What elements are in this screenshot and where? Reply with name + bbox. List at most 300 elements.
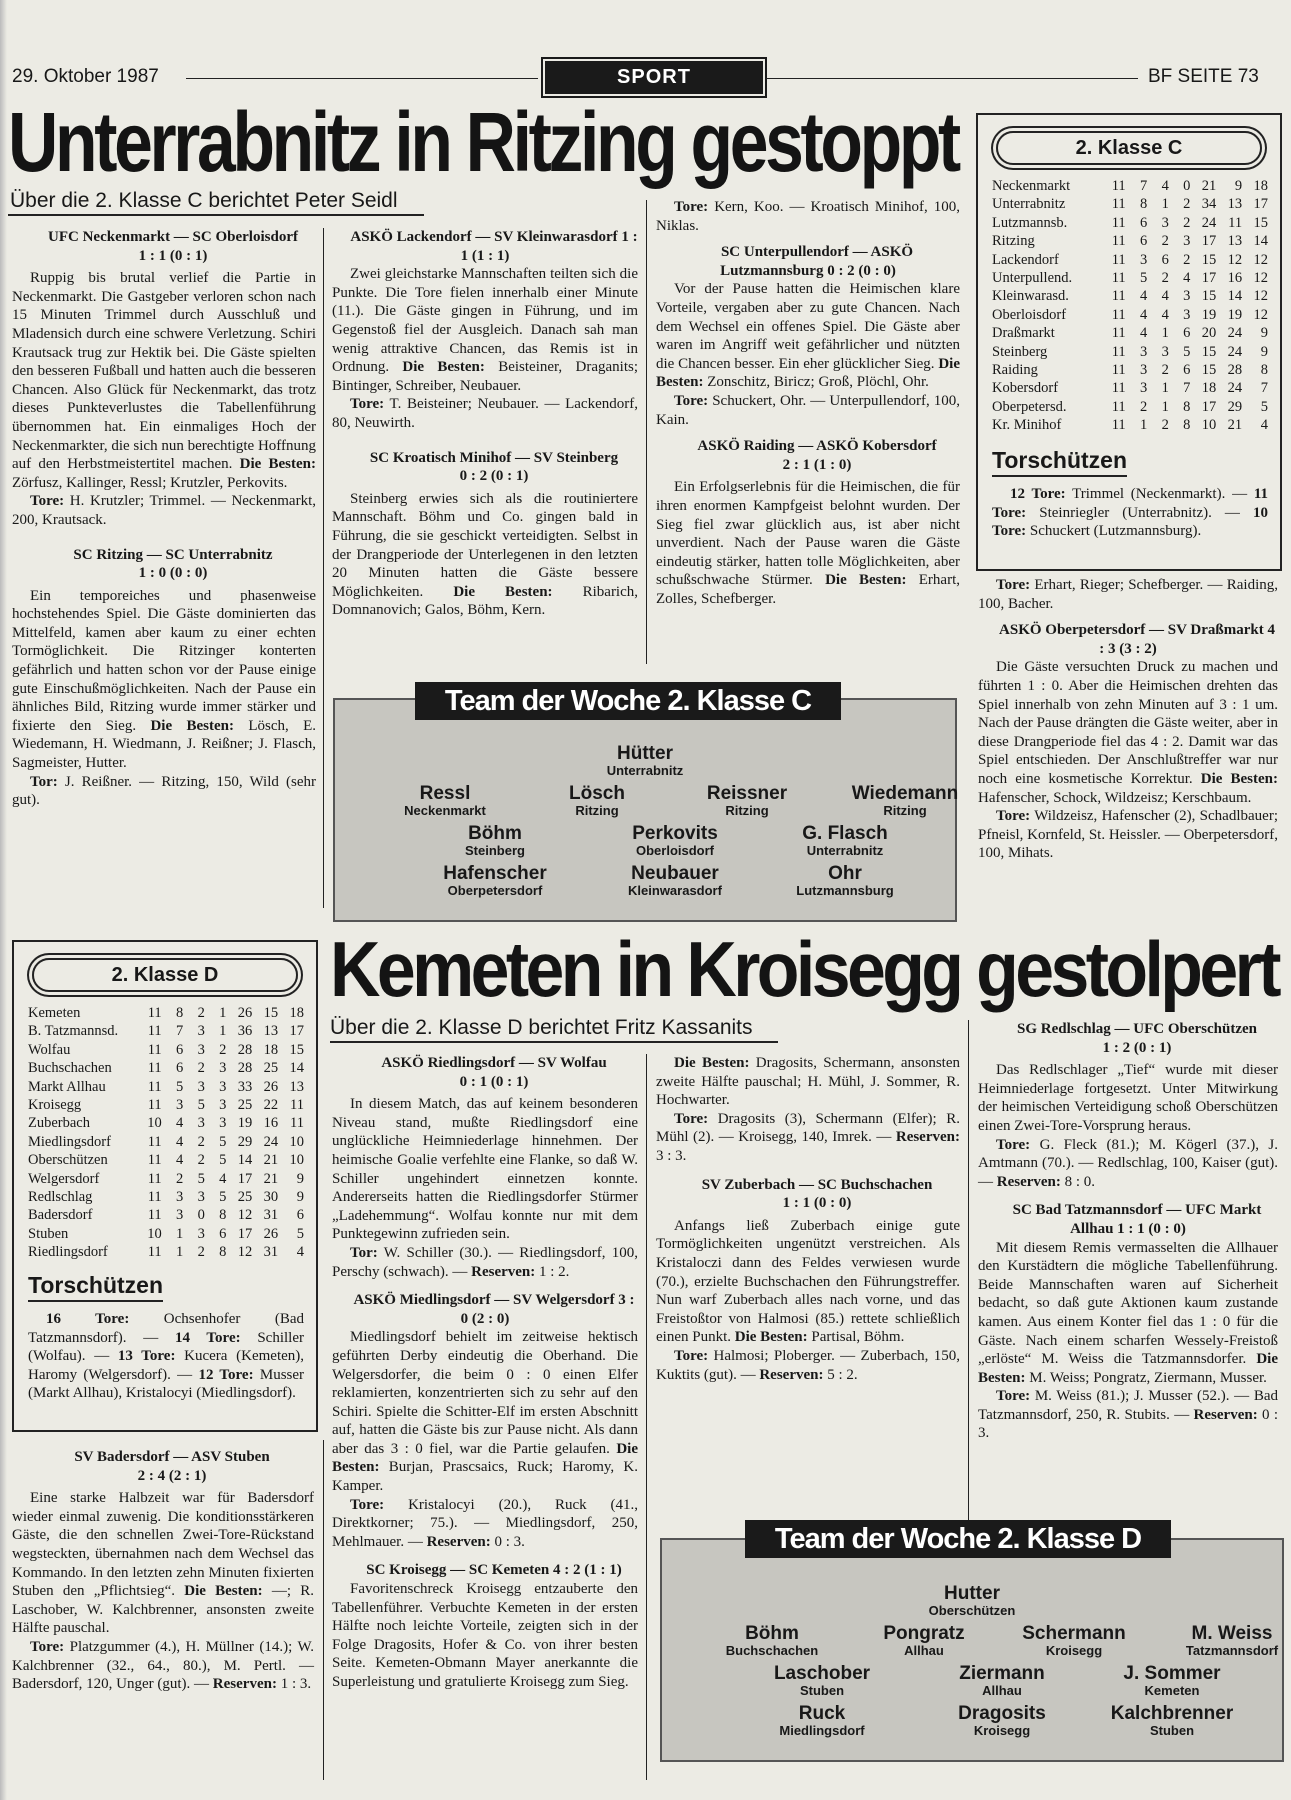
match-heading: SC Ritzing — SC Unterrabnitz: [73, 546, 273, 563]
standings-value: 11: [147, 1005, 162, 1021]
article-c-column-4: [978, 576, 1278, 863]
standings-row: [28, 1041, 304, 1059]
standings-value: 12: [237, 1207, 253, 1224]
player-club: Oberloisdorf: [635, 843, 714, 858]
player-name: Pongratz: [883, 1623, 965, 1644]
standings-value: 10: [147, 1225, 162, 1242]
standings-value: 11: [1111, 251, 1126, 268]
match-heading: UFC Neckenmarkt — SC Oberloisdorf: [48, 229, 298, 245]
standings-value: 1: [219, 1005, 227, 1021]
page-number: BF SEITE 73: [1148, 66, 1259, 87]
match-score: 0 : 2 (0 : 1): [459, 468, 529, 485]
standings-row: [992, 324, 1268, 342]
standings-value: 7: [176, 1023, 184, 1040]
standings-value: 4: [176, 1152, 184, 1169]
team-name: Kobersdorf: [992, 380, 1059, 397]
standings-value: 11: [1111, 196, 1126, 213]
team-of-week-title: Team der Woche 2. Klasse C: [415, 682, 841, 720]
scorers-title: Torschützen: [992, 447, 1127, 477]
standings-value: 10: [289, 1152, 304, 1169]
standings-value: 0: [197, 1207, 205, 1224]
column-divider: [968, 1020, 969, 1520]
standings-value: 5: [1183, 343, 1191, 360]
player-name: Ressl: [419, 783, 471, 804]
standings-value: 11: [1111, 343, 1126, 360]
player-name: Böhm: [468, 823, 522, 844]
standings-value: 11: [1111, 233, 1126, 250]
article-c-column-1: [12, 228, 316, 810]
match-score: 1 : 1 (0 : 0): [782, 1195, 852, 1212]
player-club: Ritzing: [725, 803, 769, 818]
team-player: [400, 824, 590, 858]
best-players: Hafenscher, Schock, Wildzeisz; Kerschbaum.: [978, 789, 1252, 806]
standings-value: 5: [1140, 270, 1148, 287]
standings-value: 11: [290, 1115, 304, 1132]
standings-value: 17: [289, 1023, 304, 1040]
reserves-score: 0 : 3.: [494, 1533, 525, 1550]
standings-value: 8: [1183, 417, 1191, 434]
standings-value: 18: [1253, 178, 1268, 194]
header-rule-right: [766, 78, 1138, 79]
byline-rule-d: [330, 1041, 778, 1043]
standings-value: 1: [176, 1244, 184, 1261]
standings-row: [992, 214, 1268, 232]
issue-date: 29. Oktober 1987: [12, 66, 159, 87]
player-club: Kleinwarasdorf: [628, 883, 722, 898]
standings-value: 24: [1227, 380, 1243, 397]
standings-value: 15: [1201, 343, 1217, 360]
article-d-column-1: [12, 1448, 314, 1694]
standings-value: 15: [1201, 362, 1217, 379]
team-of-week-klasse-d: [660, 1538, 1284, 1762]
best-label: Die Besten:: [332, 1440, 638, 1476]
standings-title: 2. Klasse C: [996, 131, 1262, 165]
standings-value: 11: [1228, 214, 1243, 231]
standings-value: 11: [1111, 288, 1126, 305]
scorer-name: Musser (Markt Allhau), Kristalocyi (Miedlingsdorf).: [28, 1366, 305, 1402]
reserves-label: Reserven:: [1193, 1406, 1258, 1423]
team-player: [1077, 1704, 1267, 1738]
standings-value: 28: [237, 1041, 253, 1058]
standings-value: 8: [1260, 362, 1268, 379]
team-of-week-klasse-c: [333, 698, 957, 922]
standings-value: 14: [237, 1152, 253, 1169]
standings-value: 2: [176, 1170, 184, 1187]
goals-text: G. Fleck (81.); M. Kögerl (37.), J. Amtmann (70.). — Redlschlag, 100, Kaiser (gut). —: [978, 1136, 1279, 1190]
standings-box-klasse-d: [12, 940, 318, 1432]
standings-value: 16: [263, 1115, 279, 1132]
match-heading: ASKÖ Miedlingsdorf — SV Welgersdorf 3 : 0 (2 : 0): [353, 1292, 635, 1327]
standings-value: 3: [1183, 306, 1191, 323]
standings-value: 11: [1111, 270, 1126, 287]
scorer-goals-label: 12 Tore:: [198, 1366, 254, 1383]
player-name: Neubauer: [631, 863, 719, 884]
player-name: Böhm: [745, 1623, 799, 1644]
best-label: Die Besten:: [402, 359, 485, 376]
player-name: Perkovits: [632, 823, 718, 844]
team-name: Redlschlag: [28, 1189, 93, 1206]
scorer-goals-label: 10 Tore:: [992, 504, 1268, 540]
standings-value: 25: [237, 1097, 253, 1114]
team-name: Steinberg: [992, 343, 1048, 360]
standings-value: 3: [197, 1115, 205, 1132]
standings-value: 11: [147, 1133, 162, 1150]
team-name: Draßmarkt: [992, 325, 1055, 342]
team-player: [580, 824, 770, 858]
standings-value: 9: [1234, 178, 1243, 194]
standings-value: 6: [176, 1041, 184, 1058]
standings-value: 6: [1140, 214, 1148, 231]
standings-value: 4: [1140, 288, 1148, 305]
standings-value: 2: [1161, 233, 1169, 250]
article-c-column-3: [656, 198, 960, 608]
team-player: [907, 1704, 1097, 1738]
standings-value: 15: [289, 1041, 304, 1058]
standings-value: 3: [219, 1115, 227, 1132]
match-heading: ASKÖ Oberpetersdorf — SV Draßmarkt 4 : 3 (3 : 2): [999, 622, 1275, 657]
byline-klasse-c: Über die 2. Klasse C berichtet Peter Seidl: [10, 189, 398, 212]
standings-row: [28, 1004, 304, 1022]
header-rule-left: [186, 78, 538, 79]
player-name: Wiedemann: [851, 783, 959, 804]
reserves-label: Reserven:: [895, 1129, 960, 1146]
best-players: Erhart, Zolles, Schefberger.: [656, 572, 960, 607]
standings-value: 11: [147, 1060, 162, 1077]
standings-value: 1: [176, 1225, 184, 1242]
player-name: Hutter: [944, 1583, 1000, 1604]
standings-row: [28, 1225, 304, 1243]
best-players: Zörfusz, Kallinger, Ressl; Krutzler, Perkovits.: [12, 474, 288, 491]
standings-value: 12: [237, 1244, 253, 1261]
standings-value: 8: [1183, 398, 1191, 415]
best-players: Dragosits, Schermann, ansonsten zweite Hälfte pauschal; H. Mühl, J. Sommer, R. Hochwarter.: [656, 1055, 960, 1109]
goals-label: Tore:: [30, 493, 65, 510]
match-report: Ruppig bis brutal verlief die Partie in Neckenmarkt. Die Gastgeber verloren schon nach 15 Minuten Trimmel durch Ausschluß und Mladensich durch eine schwere Verletzung. Schiri Krautsack trug zur Hektik bei. Die Gäste spielten den besseren Fußball und hatten auch die besseren Chancen. Also Glück für Neckenmarkt, das trotz dieses Punkteverlustes die Tabellenführung übernommen hat. Ein einmaliges Hoch der Neckenmarkter, die sich nun berechtigte Hoffnung auf den Herbstmeistertitel machen.: [12, 270, 317, 473]
match-heading: SV Zuberbach — SC Buchschachen: [701, 1176, 933, 1193]
match-report: Vor der Pause hatten die Heimischen klare Vorteile, vergaben aber zu gute Chancen. Nach dem Wechsel ein offenes Spiel. Die Gäste aber waren im Angriff weit gefährlicher und nützten die Chancen besser. Ein eher glücklicher Sieg.: [656, 281, 960, 372]
match-heading: SC Bad Tatzmannsdorf — UFC Markt Allhau 1 : 1 (0 : 0): [1012, 1202, 1262, 1237]
standings-value: 19: [1201, 306, 1217, 323]
standings-value: 2: [197, 1133, 205, 1150]
standings-value: 18: [263, 1041, 279, 1058]
standings-value: 12: [1227, 251, 1243, 268]
scorer-name: Schiller (Wolfau). —: [28, 1329, 304, 1365]
standings-value: 6: [1140, 233, 1148, 250]
standings-value: 3: [176, 1189, 184, 1206]
standings-value: 29: [237, 1133, 253, 1150]
goals-label: Tore:: [674, 1110, 709, 1127]
article-d-column-3: [656, 1054, 960, 1384]
standings-value: 6: [219, 1225, 227, 1242]
standings-value: 17: [1201, 233, 1217, 250]
standings-value: 6: [1183, 362, 1191, 379]
standings-value: 11: [290, 1097, 304, 1114]
scorers-text: [992, 485, 1268, 541]
best-players: Zonschitz, Biricz; Groß, Plöchl, Ohr.: [707, 374, 929, 391]
standings-value: 3: [1183, 288, 1191, 305]
player-club: Kroisegg: [1045, 1643, 1103, 1658]
standings-value: 6: [1161, 251, 1169, 268]
match-heading: SV Badersdorf — ASV Stuben: [74, 1449, 270, 1465]
goals-label: Tor:: [30, 773, 58, 790]
standings-value: 2: [197, 1152, 205, 1169]
goals-text: Schuckert, Ohr. — Unterpullendorf, 100, Kain.: [656, 392, 960, 428]
best-players: Beisteiner, Draganits; Bintinger, Schreiber, Neubauer.: [332, 359, 638, 394]
match-score: 1 : 1 (0 : 1): [138, 247, 208, 264]
scorer-name: Steinriegler (Unterrabnitz). —: [1039, 504, 1240, 521]
standings-value: 4: [1140, 306, 1148, 323]
standings-value: 5: [296, 1225, 304, 1242]
scorers-title: Torschützen: [28, 1272, 163, 1302]
standings-value: 14: [1253, 233, 1268, 250]
player-name: Ohr: [828, 863, 862, 884]
standings-value: 10: [289, 1133, 304, 1150]
standings-value: 21: [263, 1152, 279, 1169]
match-report: Eine starke Halbzeit war für Badersdorf wieder einmal zuwenig. Die konditionsstärkeren Gäste, die den schnellen Zwei-Tore-Rückstand wegsteckten, übernahmen nach dem Wechsel das Kommando. In den letzten zehn Minuten fixierten Stuben den „Pflichtsieg“.: [12, 1490, 314, 1600]
standings-table: [28, 1004, 304, 1262]
standings-row: [28, 1243, 304, 1261]
goals-text: W. Schiller (30.). — Riedlingsdorf, 100, Perschy (schwach). —: [332, 1244, 638, 1280]
standings-value: 3: [176, 1097, 184, 1114]
standings-value: 11: [147, 1041, 162, 1058]
standings-value: 11: [1111, 306, 1126, 323]
match-heading: SC Unterpullendorf — ASKÖ Lutzmannsburg 0 : 2 (0 : 0): [720, 244, 914, 279]
standings-value: 3: [219, 1060, 227, 1077]
standings-value: 28: [1227, 362, 1243, 379]
player-club: Buchschachen: [725, 1643, 819, 1658]
standings-value: 11: [147, 1097, 162, 1114]
standings-value: 13: [1227, 196, 1243, 213]
team-name: Badersdorf: [28, 1207, 93, 1224]
standings-row: [992, 232, 1268, 250]
player-club: Oberschützen: [928, 1603, 1016, 1618]
standings-title: 2. Klasse D: [32, 958, 298, 992]
goals-label: Tore:: [674, 199, 709, 215]
team-player: [550, 744, 740, 778]
standings-value: 26: [237, 1005, 253, 1021]
team-player: [877, 1584, 1067, 1618]
team-player: [810, 784, 1000, 818]
standings-value: 5: [219, 1152, 227, 1169]
scorer-name: Trimmel (Neckenmarkt). —: [1072, 486, 1248, 502]
team-player: [750, 864, 940, 898]
goals-label: Tore:: [996, 1136, 1031, 1153]
player-name: G. Flasch: [802, 823, 888, 844]
standings-value: 24: [1201, 214, 1217, 231]
scorer-goals-label: 11 Tore:: [992, 486, 1268, 521]
goals-text: M. Weiss (81.); J. Musser (52.). — Bad Tatzmannsdorf, 250, R. Stubits. —: [978, 1388, 1278, 1423]
match-report: Ein temporeiches und phasenweise hochstehendes Spiel. Die Gäste dominierten das Mittelfeld, kamen aber kaum zu einer echten Tormöglichkeit. Die Ritzinger konterten gefährlich und hatten schon vor der Pause einige gute Einschußmöglichkeiten. Nach der Pause ein ähnliches Bild, Ritzing wurde immer stärker und fixierte den Sieg.: [12, 587, 316, 734]
standings-value: 3: [197, 1225, 205, 1242]
standings-value: 5: [219, 1189, 227, 1206]
standings-value: 5: [197, 1170, 205, 1187]
match-heading: ASKÖ Riedlingsdorf — SV Wolfau: [381, 1055, 607, 1071]
goals-label: Tore:: [674, 1347, 709, 1364]
goals-label: Tore:: [350, 396, 385, 413]
page-binding-edge: [0, 0, 7, 1800]
match-heading: ASKÖ Lackendorf — SV Kleinwarasdorf 1 : 1 (1 : 1): [350, 229, 638, 264]
player-club: Lutzmannsburg: [796, 883, 894, 898]
best-players: Ribarich, Domnanovich; Galos, Böhm, Kern.: [332, 583, 639, 619]
team-player: [750, 824, 940, 858]
column-divider: [323, 228, 324, 908]
player-club: Kroisegg: [973, 1723, 1031, 1738]
scorer-goals-label: 13 Tore:: [117, 1348, 176, 1365]
standings-value: 17: [237, 1170, 253, 1187]
best-label: Die Besten:: [453, 583, 553, 600]
goals-label: Tore:: [30, 1638, 65, 1655]
standings-value: 18: [289, 1005, 304, 1021]
player-club: Miedlingsdorf: [779, 1723, 865, 1738]
player-name: Dragosits: [958, 1703, 1046, 1724]
reserves-score: 8 : 0.: [1064, 1173, 1096, 1190]
reserves-score: 1 : 2.: [539, 1263, 570, 1280]
standings-value: 21: [263, 1170, 279, 1187]
standings-value: 17: [1253, 196, 1268, 213]
standings-value: 2: [219, 1041, 227, 1058]
standings-row: [28, 1133, 304, 1151]
team-player: [727, 1664, 917, 1698]
standings-value: 6: [1183, 325, 1191, 342]
team-player: [400, 864, 590, 898]
standings-value: 3: [1183, 233, 1191, 250]
reserves-score: 0 : 3.: [978, 1406, 1279, 1442]
standings-value: 5: [176, 1078, 184, 1095]
player-name: Hafenscher: [443, 863, 547, 884]
player-name: M. Weiss: [1191, 1623, 1273, 1644]
scorer-name: Schuckert (Lutzmannsburg).: [1029, 523, 1202, 540]
team-name: Lutzmannsb.: [992, 214, 1068, 231]
scorer-goals-label: 16 Tore:: [46, 1311, 130, 1327]
standings-value: 13: [1227, 233, 1243, 250]
player-club: Steinberg: [465, 843, 525, 858]
player-name: Ruck: [798, 1703, 846, 1724]
standings-value: 8: [219, 1244, 227, 1261]
match-report: Zwei gleichstarke Mannschaften teilten sich die Punkte. Die Tore fielen innerhalb einer Minute (11.). Die Gäste gingen in Führung, und im Gegenstoß fiel der Ausgleich. Danach sah man wenig attraktive Chancen, das Remis ist in Ordnung.: [332, 266, 638, 376]
standings-value: 36: [237, 1023, 253, 1040]
player-club: Allhau: [982, 1683, 1022, 1698]
standings-value: 4: [1161, 288, 1169, 305]
standings-value: 10: [147, 1115, 162, 1132]
standings-value: 5: [1260, 398, 1268, 415]
best-label: Die Besten:: [239, 456, 316, 473]
goals-label: Tore:: [996, 808, 1031, 825]
standings-value: 11: [147, 1170, 162, 1187]
column-divider: [646, 200, 647, 664]
goals-text: J. Reißner. — Ritzing, 150, Wild (sehr gut).: [12, 773, 317, 809]
standings-value: 4: [219, 1170, 227, 1187]
standings-value: 4: [296, 1244, 304, 1261]
player-club: Unterrabnitz: [806, 843, 884, 858]
goals-text: Erhart, Rieger; Schefberger. — Raiding, 100, Bacher.: [978, 577, 1278, 612]
standings-value: 10: [1201, 417, 1217, 434]
standings-row: [28, 1022, 304, 1040]
standings-value: 9: [1260, 325, 1268, 342]
best-label: Die Besten:: [184, 1583, 263, 1600]
standings-value: 16: [1227, 270, 1243, 287]
standings-value: 11: [147, 1244, 162, 1261]
standings-row: [28, 1059, 304, 1077]
best-label: Die Besten:: [978, 1351, 1279, 1386]
match-report: Miedlingsdorf behielt im zeitweise hektisch geführten Derby eindeutig die Oberhand. Die Welgersdorfer, die beim 0 : 0 einen Elfer reklamierten, konzentrierten sich zu sehr auf den Schiri. Spielte die Schitter-Elf im ersten Abschnitt auf, hatten die Gäste bis zur Pause nicht. Als dann aber das 3 : 0 fiel, war die Partie gelaufen.: [332, 1329, 638, 1457]
best-players: Lösch, E. Wiedemann, H. Wiedmann, J. Reißner; J. Flasch, Sagmeister, Hutter.: [12, 717, 317, 772]
standings-value: 3: [219, 1078, 227, 1095]
standings-row: [992, 251, 1268, 269]
standings-value: 3: [1161, 214, 1169, 231]
goals-label: Tor:: [350, 1244, 378, 1261]
team-name: Stuben: [28, 1225, 69, 1242]
standings-value: 19: [1227, 306, 1243, 323]
team-name: Kr. Minihof: [992, 417, 1062, 434]
team-name: Miedlingsdorf: [28, 1133, 111, 1150]
standings-value: 3: [219, 1097, 227, 1114]
standings-value: 8: [219, 1207, 227, 1224]
goals-text: Wildzeisz, Hafenscher (2), Schadlbauer; Pfneisl, Kornfeld, St. Heissler. — Oberpetersdorf, 100, Mihats.: [978, 808, 1278, 862]
team-name: B. Tatzmannsd.: [28, 1023, 119, 1040]
standings-value: 31: [263, 1207, 279, 1224]
standings-value: 3: [197, 1023, 205, 1040]
standings-value: 24: [1227, 325, 1243, 342]
team-player: [727, 1704, 917, 1738]
standings-value: 14: [1227, 288, 1243, 305]
match-report: Mit diesem Remis vermasselten die Allhauer den Kurstädtern die mögliche Tabellenführung. Beide Mannschaften waren auf Sicherheit bedacht, so daß gute Aktionen kaum zustande kamen. Aus einem Konter fiel das 1 : 0 für die Gäste. Nach einem scharfen Wessely-Freistoß „erlöste“ M. Weiss die Tatzmannsdorfer.: [978, 1239, 1278, 1368]
team-name: Ritzing: [992, 233, 1035, 250]
player-club: Stuben: [799, 1683, 845, 1698]
match-report: Steinberg erwies sich als die routiniertere Mannschaft. Böhm und Co. gingen bald in Führung, die sie geschickt verteidigten. Selbst in der Drangperiode der Unterlegenen in den letzten 20 Minuten hatten die Gäste bessere Möglichkeiten.: [332, 490, 638, 600]
standings-value: 3: [197, 1041, 205, 1058]
standings-value: 15: [1201, 251, 1217, 268]
player-club: Neckenmarkt: [404, 803, 486, 818]
team-name: Oberloisdorf: [992, 306, 1067, 323]
team-player: [1077, 1664, 1267, 1698]
standings-table: [992, 177, 1268, 435]
standings-box-klasse-c: [976, 113, 1282, 571]
goals-text: T. Beisteiner; Neubauer. — Lackendorf, 80, Neuwirth.: [332, 396, 638, 431]
standings-value: 5: [219, 1133, 227, 1150]
standings-value: 11: [1111, 178, 1126, 194]
standings-value: 19: [237, 1115, 253, 1132]
standings-value: 25: [237, 1189, 253, 1206]
standings-value: 1: [1161, 380, 1169, 397]
player-name: Laschober: [773, 1663, 871, 1684]
player-name: Schermann: [1022, 1623, 1126, 1644]
article-d-column-4: [978, 1020, 1278, 1443]
scorer-name: Kucera (Kemeten), Haromy (Welgersdorf). —: [28, 1348, 305, 1383]
standings-row: [28, 1151, 304, 1169]
article-c-column-2: [332, 228, 638, 620]
goals-label: Tore:: [350, 1496, 385, 1513]
standings-value: 1: [1161, 196, 1169, 213]
standings-value: 13: [263, 1023, 279, 1040]
team-name: Riedlingsdorf: [28, 1244, 108, 1261]
standings-value: 2: [1183, 251, 1191, 268]
standings-value: 24: [263, 1133, 279, 1150]
standings-value: 17: [237, 1225, 253, 1242]
headline-klasse-c: Unterrabnitz in Ritzing gestoppt: [8, 95, 958, 189]
standings-value: 24: [1227, 343, 1243, 360]
reserves-score: 5 : 2.: [827, 1366, 858, 1383]
standings-value: 1: [1140, 417, 1148, 434]
standings-value: 2: [1161, 270, 1169, 287]
scorer-name: Ochsenhofer (Bad Tatzmannsdorf). —: [28, 1311, 305, 1346]
standings-value: 33: [237, 1078, 253, 1095]
match-report: Anfangs ließ Zuberbach einige gute Tormöglichkeiten ungenützt verstreichen. Als Kristaloczi dann des Feldes verwiesen wurde (70.), erzielte Buchschachen den Führungstreffer. Nun warf Zuberbach alles nach vorne, und das Freistoßtor von Halmosi (85.) rettete schließlich einen Punkt.: [656, 1217, 960, 1346]
standings-value: 4: [1260, 417, 1268, 434]
team-name: Kemeten: [28, 1005, 81, 1021]
standings-value: 25: [263, 1060, 279, 1077]
standings-value: 3: [1161, 343, 1169, 360]
standings-value: 2: [197, 1060, 205, 1077]
